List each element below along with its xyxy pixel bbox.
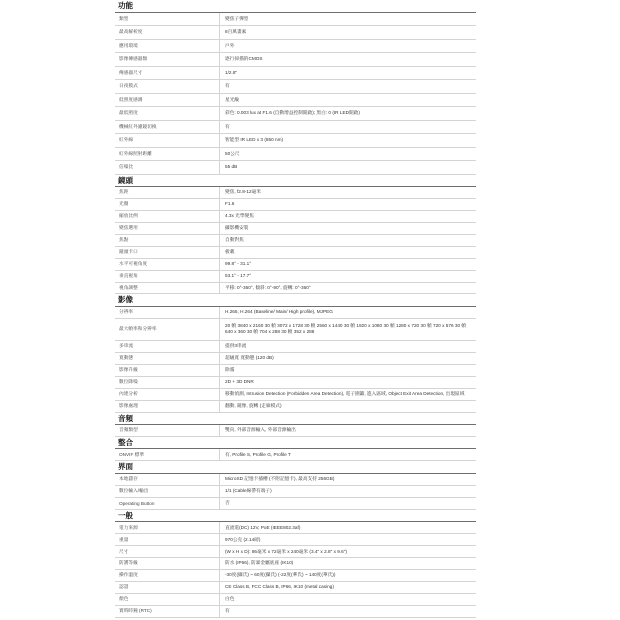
spec-row xyxy=(115,235,476,247)
spec-row xyxy=(115,401,476,413)
spec-row xyxy=(115,307,476,319)
spec-value: 1/2.8" xyxy=(225,69,238,75)
spec-row xyxy=(115,80,476,94)
spec-row xyxy=(115,341,476,353)
spec-value: 雙向, 外部音源輸入, 外部音源輸出 xyxy=(225,427,296,433)
spec-value: 平移: 0°-360°, 傾斜: 0°-90°, 旋轉: 0°-360° xyxy=(225,284,311,290)
spec-row xyxy=(115,199,476,211)
spec-value: H.265, H.264 (Baseline/ Main/ High profile), MJPEG xyxy=(225,309,333,315)
spec-label: 尺寸 xyxy=(115,546,220,557)
spec-value: 逐行掃描的CMOS xyxy=(225,56,263,62)
spec-row xyxy=(115,247,476,259)
spec-label: 低照度感測 xyxy=(115,94,220,107)
spec-row xyxy=(115,570,476,582)
spec-value: 否 xyxy=(225,500,230,506)
spec-value: 攝影機安裝 xyxy=(225,225,249,231)
spec-row xyxy=(115,134,476,148)
spec-value: 有 xyxy=(225,83,230,89)
spec-label: 水平可視角度 xyxy=(115,259,220,270)
spec-label: 影像傳感器類 xyxy=(115,53,220,66)
spec-label: 顏色 xyxy=(115,594,220,605)
spec-value: 防水 (IP66), 防暴金屬底座 (IK10) xyxy=(225,560,294,566)
section-heading: 一般 xyxy=(115,510,476,523)
spec-label: 重量 xyxy=(115,534,220,545)
spec-row xyxy=(115,498,476,510)
spec-label: 本地儲存 xyxy=(115,474,220,485)
spec-label: 焦點 xyxy=(115,235,220,246)
spec-row xyxy=(115,40,476,54)
spec-row xyxy=(115,558,476,570)
spec-row xyxy=(115,534,476,546)
spec-row xyxy=(115,161,476,175)
spec-label: 信噪比 xyxy=(115,161,220,174)
spec-value: 有, Profile S, Profile G, Profile T xyxy=(225,451,291,457)
spec-value: 板載 xyxy=(225,249,235,255)
spec-label: 傳感器尺寸 xyxy=(115,67,220,80)
section-heading: 鏡頭 xyxy=(115,175,476,188)
spec-label: 紅外線照射距離 xyxy=(115,148,220,161)
spec-row xyxy=(115,353,476,365)
spec-label: 類型 xyxy=(115,13,220,26)
spec-section-video xyxy=(115,294,476,412)
spec-row xyxy=(115,365,476,377)
spec-value: 提供3串流 xyxy=(225,343,247,349)
spec-row xyxy=(115,582,476,594)
spec-value: 直流電(DC) 12V, PoE (IEEE802.3af) xyxy=(225,524,301,530)
spec-row xyxy=(115,522,476,534)
spec-label: 多串流 xyxy=(115,341,220,352)
spec-label: 紅外線 xyxy=(115,134,220,147)
spec-value: 99.8° - 31.1° xyxy=(225,261,252,267)
spec-row xyxy=(115,26,476,40)
spec-label: 機械紅外濾鏡切換 xyxy=(115,121,220,134)
spec-value: 50公尺 xyxy=(225,150,240,156)
spec-row xyxy=(115,148,476,162)
spec-row xyxy=(115,271,476,283)
spec-section-integration xyxy=(115,437,476,461)
spec-row xyxy=(115,546,476,558)
spec-label: 數位降噪 xyxy=(115,377,220,388)
spec-label: 數位輸入/輸出 xyxy=(115,486,220,497)
spec-row xyxy=(115,377,476,389)
spec-row xyxy=(115,449,476,461)
section-heading: 影像 xyxy=(115,294,476,307)
spec-value: 有 xyxy=(225,123,230,129)
spec-label: 操作溫度 xyxy=(115,570,220,581)
spec-label: 縮放比例 xyxy=(115,211,220,222)
spec-value: 自動對焦 xyxy=(225,237,244,243)
spec-row xyxy=(115,211,476,223)
spec-value: 1/1 (Cable線帶有端子) xyxy=(225,488,272,494)
spec-row xyxy=(115,283,476,295)
spec-label: 影像升級 xyxy=(115,365,220,376)
spec-value: 53.1° - 17.7° xyxy=(225,273,252,279)
section-heading: 整合 xyxy=(115,437,476,450)
spec-value: F1.6 xyxy=(225,201,235,207)
spec-label: Operating Button xyxy=(115,498,220,509)
section-heading: 界面 xyxy=(115,461,476,474)
spec-label: 應用環境 xyxy=(115,40,220,53)
spec-label: 寬動態 xyxy=(115,353,220,364)
spec-value: (W x H x D): 86毫米 x 72毫米 x 240毫米 (3.4" x 2.8" x 9.6") xyxy=(225,548,347,554)
spec-row xyxy=(115,67,476,81)
spec-label: 影像處理 xyxy=(115,401,220,412)
spec-value: -30度(攝氏) ~ 60度(攝氏) (-22度(華氏) ~ 140度(華氏)) xyxy=(225,572,336,578)
spec-value: 變焦, f2.8-12毫米 xyxy=(225,189,261,195)
spec-section-general xyxy=(115,510,476,618)
spec-label: 防護等級 xyxy=(115,558,220,569)
spec-row xyxy=(115,259,476,271)
section-heading: 功能 xyxy=(115,0,476,13)
spec-label: 內建分析 xyxy=(115,389,220,400)
spec-section-lens xyxy=(115,175,476,295)
spec-row xyxy=(115,223,476,235)
spec-row xyxy=(115,486,476,498)
spec-value: 移動偵測, Intrusion Detection (Forbidden Area Detection), 電子圍籬, 進入區域, Object Exit Area Detection, 出現區域 xyxy=(225,391,465,397)
spec-value: 除霧 xyxy=(225,367,235,373)
spec-section-interface xyxy=(115,461,476,509)
spec-value: 有 xyxy=(225,608,230,614)
spec-row xyxy=(115,474,476,486)
spec-row xyxy=(115,425,476,437)
spec-row xyxy=(115,606,476,618)
spec-value: 翻動, 鏡像, 旋轉 (走廊模式) xyxy=(225,403,282,409)
spec-value: 超級寬 寬動態 (120 dB) xyxy=(225,355,274,361)
spec-value: 白色 xyxy=(225,596,235,602)
spec-label: 光圈 xyxy=(115,199,220,210)
spec-section-features xyxy=(115,0,476,175)
spec-row xyxy=(115,13,476,27)
spec-label: ONVIF 標準 xyxy=(115,449,220,460)
spec-value: 20 幀 3840 x 2160 30 幀 3072 x 1728 30 幀 2560 x 1440 30 幀 1920 x 1080 30 幀 1280 x 720 30 幀 720 x 576 30 幀 640 x 360 30 幀 704 x 288 30 幀 352 x 288 xyxy=(225,323,467,335)
spec-value: 戶外 xyxy=(225,42,235,48)
spec-label: 認證 xyxy=(115,582,220,593)
spec-label: 垂直視角 xyxy=(115,271,220,282)
spec-label: 視角調整 xyxy=(115,283,220,294)
spec-row xyxy=(115,594,476,606)
spec-row xyxy=(115,94,476,108)
spec-value: 2D + 3D DNR xyxy=(225,379,254,385)
spec-label: 實時時鐘 (RTC) xyxy=(115,606,220,617)
spec-label: 鏡頭卡口 xyxy=(115,247,220,258)
section-heading: 音頻 xyxy=(115,413,476,426)
spec-value: 變焦子彈型 xyxy=(225,15,249,21)
spec-label: 最高解析度 xyxy=(115,26,220,39)
spec-label: 最低照度 xyxy=(115,107,220,120)
spec-label: 日夜模式 xyxy=(115,80,220,93)
spec-row xyxy=(115,121,476,135)
spec-value: 55 dB xyxy=(225,164,238,170)
spec-value: MicroSD 記憶卡插槽 (不附記憶卡), 最高支持 256GB) xyxy=(225,476,335,482)
spec-row xyxy=(115,389,476,401)
spec-label: 音頻類型 xyxy=(115,425,220,436)
spec-value: 970公克 (2.14磅) xyxy=(225,536,261,542)
spec-value: 彩色: 0.003 lux at F1.6 (自動增益控制開啟); 黑白: 0 (IR LED開啟) xyxy=(225,110,360,116)
spec-label: 電力來源 xyxy=(115,522,220,533)
spec-value: 星光級 xyxy=(225,96,240,102)
spec-row xyxy=(115,187,476,199)
spec-sheet xyxy=(115,0,476,618)
spec-row xyxy=(115,319,476,341)
spec-value: 智能型 IR LED x 3 (850 nm) xyxy=(225,137,284,143)
spec-label: 焦距 xyxy=(115,187,220,198)
spec-value: 4.3x 光學變焦 xyxy=(225,213,254,219)
spec-value: CE Class B, FCC Class B, IP66, IK10 (metal casing) xyxy=(225,584,334,590)
spec-label: 變焦選用 xyxy=(115,223,220,234)
spec-row xyxy=(115,53,476,67)
spec-label: 最大幀率和分辨率 xyxy=(115,319,220,340)
spec-section-audio xyxy=(115,413,476,437)
spec-label: 分辨率 xyxy=(115,307,220,318)
spec-value: 8百萬畫素 xyxy=(225,29,247,35)
spec-row xyxy=(115,107,476,121)
